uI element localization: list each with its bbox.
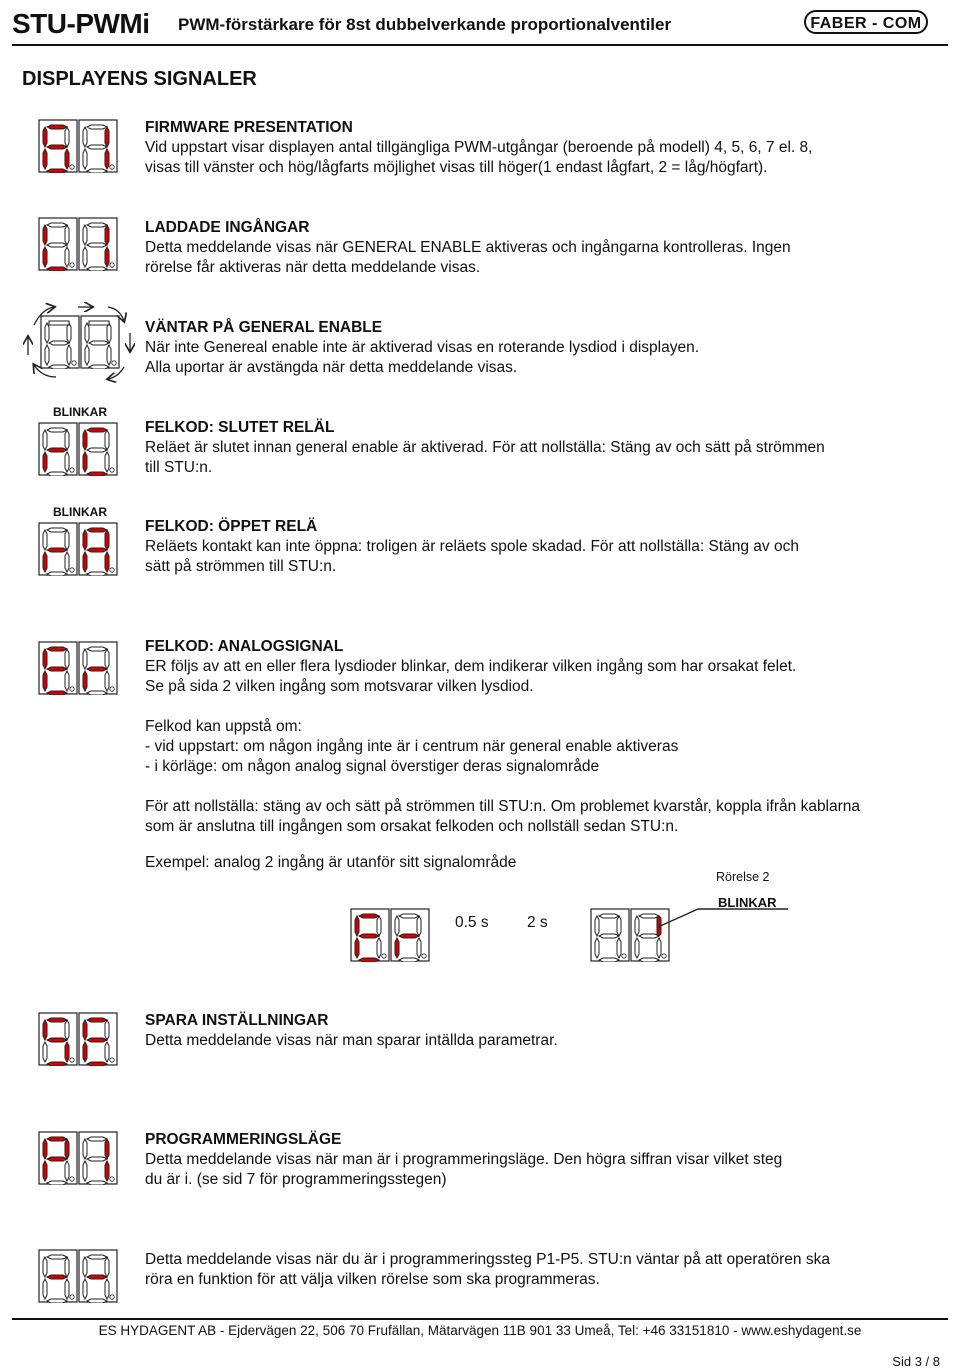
entry-analog-error [145, 637, 935, 873]
entry-line: rörelse får aktiveras när detta meddelande visas. [145, 259, 481, 276]
display-programming [38, 1131, 118, 1190]
blink-label: BLINKAR [53, 405, 107, 419]
entry-spacer [145, 777, 935, 797]
entry-line: Detta meddelande visas när man sparar intällda parametrar. [145, 1032, 558, 1049]
seven-segment-display [38, 217, 118, 271]
entry-line: ER följs av att en eller flera lysdioder blinkar, dem indikerar vilken ingång som har orsakat felet. [145, 658, 797, 675]
example-time-1: 0.5 s [455, 914, 489, 931]
entry-firmware [145, 118, 935, 178]
display-waiting-movement [38, 1249, 118, 1308]
footer-address: ES HYDAGENT AB - Ejdervägen 22, 506 70 Frufällan, Mätarvägen 11B 901 33 Umeå, Tel: +46 33151810 - www.eshydagent.se [98, 1323, 862, 1338]
entry-line: Detta meddelande visas när GENERAL ENABLE aktiveras och ingångarna kontrolleras. Ingen [145, 239, 791, 256]
document-subtitle: PWM-förstärkare för 8st dubbelverkande proportionalventiler [178, 15, 672, 34]
example-pointer-line [658, 905, 798, 935]
entry-line: Reläet är slutet innan general enable är aktiverad. För att nollställa: Stäng av och sätt på strömmen [145, 439, 825, 456]
example-time-2: 2 s [527, 914, 548, 931]
entry-line: Alla uportar är avstängda när detta meddelande visas. [145, 359, 518, 376]
entry-programming [145, 1130, 935, 1190]
display-analog-error [38, 641, 118, 700]
entry-waiting-movement [145, 1250, 935, 1290]
entry-title: PROGRAMMERINGSLÄGE [145, 1131, 342, 1148]
seven-segment-display [38, 422, 118, 476]
header-divider [12, 44, 948, 46]
entry-line: Felkod kan uppstå om: [145, 718, 302, 735]
entry-line: Detta meddelande visas när du är i programmeringssteg P1-P5. STU:n väntar på att operatören ska [145, 1251, 830, 1268]
page-header [0, 0, 960, 50]
entry-line: sätt på strömmen till STU:n. [145, 558, 337, 575]
entry-line: För att nollställa: stäng av och sätt på strömmen till STU:n. Om problemet kvarstår, koppla ifrån kablarna [145, 798, 861, 815]
footer-divider [12, 1318, 948, 1320]
entry-line: Detta meddelande visas när man är i programmeringsläge. Den högra siffran visar vilket steg [145, 1151, 783, 1168]
entry-line: du är i. (se sid 7 för programmeringsstegen) [145, 1171, 447, 1188]
entry-title: FELKOD: ANALOGSIGNAL [145, 638, 344, 655]
entry-line: till STU:n. [145, 459, 213, 476]
section-title: DISPLAYENS SIGNALER [22, 68, 257, 90]
seven-segment-display [38, 641, 118, 695]
seven-segment-display [38, 522, 118, 576]
entry-closed-relay [145, 418, 935, 478]
display-open-relay [38, 522, 118, 581]
entry-title: SPARA INSTÄLLNINGAR [145, 1012, 329, 1029]
seven-segment-display [38, 1249, 118, 1303]
entry-title: FELKOD: SLUTET RELÄL [145, 419, 335, 436]
entry-spacer [145, 837, 935, 853]
display-rotating [20, 297, 140, 388]
example-display-er [350, 908, 430, 967]
entry-spacer [145, 697, 935, 717]
example-movement: Rörelse 2 [716, 870, 770, 884]
entry-line: Reläets kontakt kan inte öppna: troligen är reläets spole skadad. För att nollställa: Stäng av och [145, 538, 799, 555]
document-title: STU-PWMi [12, 8, 150, 39]
entry-line: - vid uppstart: om någon ingång inte är i centrum när general enable aktiveras [145, 738, 679, 755]
entry-open-relay [145, 517, 935, 577]
entry-save [145, 1011, 935, 1051]
entry-line: Se på sida 2 vilken ingång som motsvarar vilken lysdiod. [145, 678, 534, 695]
faber-com-logo: FABER - COM [804, 10, 928, 34]
entry-loaded-inputs [145, 218, 935, 278]
entry-line: Exempel: analog 2 ingång är utanför sitt signalområde [145, 854, 517, 871]
display-loaded-inputs [38, 217, 118, 276]
seven-segment-display [38, 119, 118, 173]
entry-line: När inte Genereal enable inte är aktiverad visas en roterande lysdiod i displayen. [145, 339, 700, 356]
entry-line: - i körläge: om någon analog signal överstiger deras signalområde [145, 758, 600, 775]
seven-segment-display [350, 908, 430, 962]
display-save [38, 1012, 118, 1071]
entry-title: LADDADE INGÅNGAR [145, 219, 310, 236]
entry-line: Vid uppstart visar displayen antal tillgängliga PWM-utgångar (beroende på modell) 4, 5, 6, 7 el. 8, [145, 139, 813, 156]
entry-waiting-enable [145, 318, 935, 378]
rotating-led-illustration [20, 297, 140, 383]
seven-segment-display [38, 1131, 118, 1185]
entry-title: FIRMWARE PRESENTATION [145, 119, 353, 136]
entry-title: VÄNTAR PÅ GENERAL ENABLE [145, 319, 383, 336]
entry-title: FELKOD: ÖPPET RELÄ [145, 518, 318, 535]
display-closed-relay [38, 422, 118, 481]
display-firmware [38, 119, 118, 178]
entry-line: visas till vänster och hög/lågfarts möjlighet visas till höger(1 endast lågfart, 2 = låg/högfart). [145, 159, 768, 176]
page-number: Sid 3 / 8 [892, 1354, 940, 1369]
entry-line: röra en funktion för att välja vilken rörelse som ska programmeras. [145, 1271, 600, 1288]
example-blink: BLINKAR [718, 895, 777, 910]
seven-segment-display [38, 1012, 118, 1066]
entry-line: som är anslutna till ingången som orsakat felkoden och nollställ sedan STU:n. [145, 818, 679, 835]
blink-label: BLINKAR [53, 505, 107, 519]
